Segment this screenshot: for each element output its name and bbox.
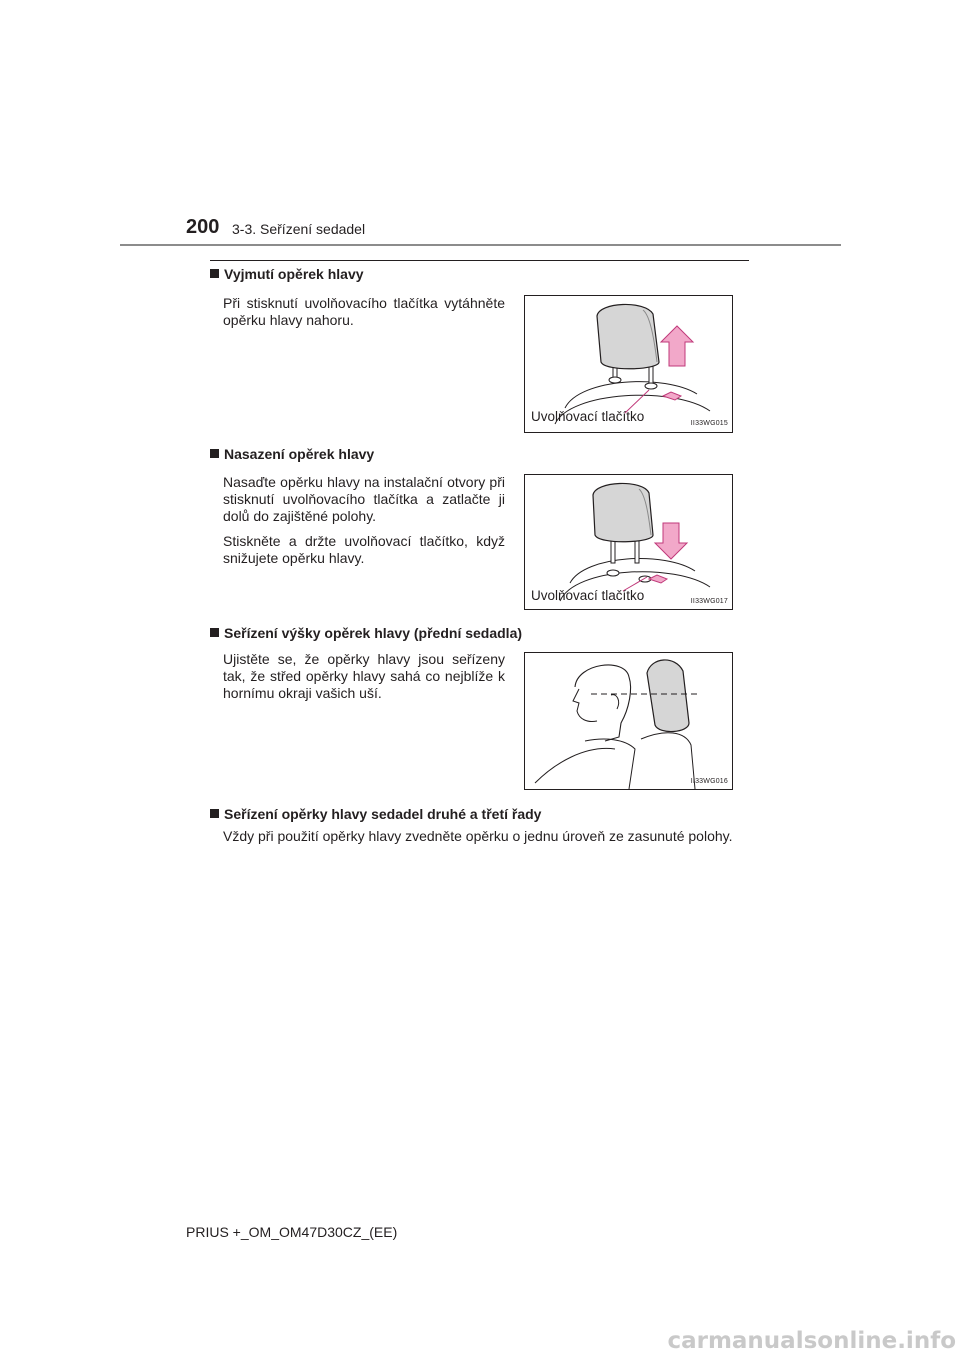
square-bullet-icon <box>210 809 219 818</box>
section-heading-rear-rows: Seřízení opěrky hlavy sedadel druhé a třetí řady <box>210 806 541 822</box>
square-bullet-icon <box>210 269 219 278</box>
section-text-rear-rows: Vždy při použití opěrky hlavy zvedněte opěrku o jednu úroveň ze zasunuté polohy. <box>223 828 733 844</box>
figure-code: II33WG016 <box>690 778 728 785</box>
figure-code: II33WG015 <box>690 420 728 427</box>
square-bullet-icon <box>210 628 219 637</box>
figure-label-release-button: Uvolňovací tlačítko <box>531 409 645 424</box>
page-number: 200 <box>186 216 220 238</box>
section-text-install-1: Nasaďte opěrku hlavy na instalační otvory při stisknutí uvolňovacího tlačítka a zatlačte ji dolů do zajištěné polohy. <box>223 474 505 524</box>
section-text-install-2: Stiskněte a držte uvolňovací tlačítko, když snižujete opěrku hlavy. <box>223 533 505 566</box>
watermark: carmanualsonline.info <box>667 1328 956 1354</box>
footer-model-code: PRIUS +_OM_OM47D30CZ_(EE) <box>186 1224 398 1240</box>
headrest-height-illustration <box>525 653 732 789</box>
header-divider <box>120 244 841 246</box>
figure-install-headrest <box>524 474 733 610</box>
figure-code: II33WG017 <box>690 598 728 605</box>
figure-remove-headrest <box>524 295 733 433</box>
figure-headrest-height <box>524 652 733 790</box>
figure-label-release-button: Uvolňovací tlačítko <box>531 588 645 603</box>
arrow-down-icon <box>655 523 687 559</box>
square-bullet-icon <box>210 449 219 458</box>
section-text-height: Ujistěte se, že opěrky hlavy jsou seřízeny tak, že střed opěrky hlavy sahá co nejblíže k hornímu okraji vašich uší. <box>223 651 505 701</box>
chapter-title: 3-3. Seřízení sedadel <box>232 221 366 237</box>
section-text-remove: Při stisknutí uvolňovacího tlačítka vytáhněte opěrku hlavy nahoru. <box>223 295 505 328</box>
section-heading-height: Seřízení výšky opěrek hlavy (přední sedadla) <box>210 625 522 641</box>
section-heading-install: Nasazení opěrek hlavy <box>210 446 374 462</box>
arrow-up-icon <box>661 326 693 366</box>
section-divider <box>210 260 749 261</box>
section-heading-remove: Vyjmutí opěrek hlavy <box>210 266 364 282</box>
